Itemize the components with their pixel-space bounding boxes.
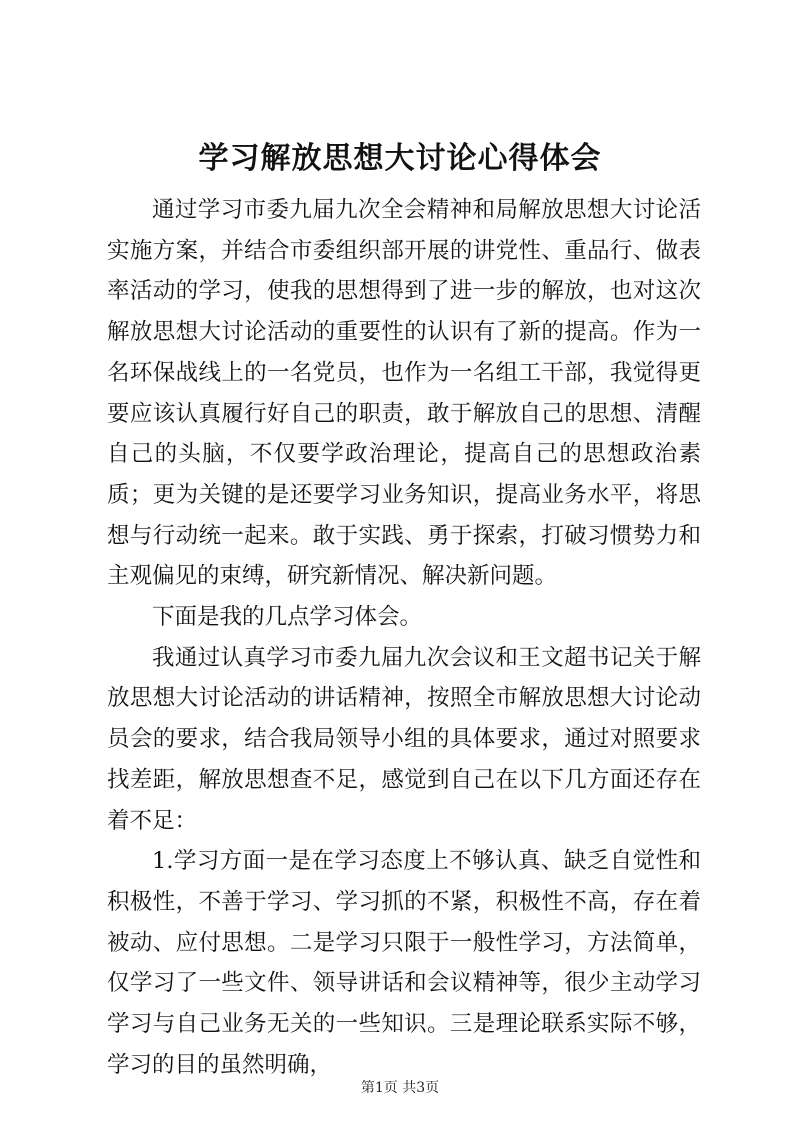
- document-body: [107, 190, 701, 1085]
- paragraph-transition: 下面是我的几点学习体会。: [152, 604, 423, 631]
- document-title: 学习解放思想大讨论心得体会: [198, 141, 602, 176]
- paragraph-intro: 通过学习市委九届九次全会精神和局解放思想大讨论活实施方案，并结合市委组织部开展的讲党性、重品行、做表率活动的学习，使我的思想得到了进一步的解放，也对这次解放思想大讨论活动的重要性的认识有了新的提高。作为一名环保战线上的一名党员，也作为一名组工干部，我觉得更要应该认真履行好自己的职责，敢于解放自己的思想、清醒自己的头脑，不仅要学政治理论，提高自己的思想政治素质；更为关键的是还要学习业务知识，提高业务水平，将思想与行动统一起来。敢于实践、勇于探索，打破习惯势力和主观偏见的束缚，研究新情况、解决新问题。: [107, 197, 701, 590]
- page-footer: 第1页 共3页: [360, 1080, 440, 1096]
- paragraph-study-summary: 我通过认真学习市委九届九次会议和王文超书记关于解放思想大讨论活动的讲话精神，按照全市解放思想大讨论动员会的要求，结合我局领导小组的具体要求，通过对照要求找差距，解放思想查不足，感觉到自己在以下几方面还存在着不足：: [107, 644, 701, 834]
- paragraph-point-1: 1.学习方面一是在学习态度上不够认真、缺乏自觉性和积极性，不善于学习、学习抓的不紧，积极性不高，存在着被动、应付思想。二是学习只限于一般性学习，方法简单，仅学习了一些文件、领导讲话和会议精神等，很少主动学习学习与自己业务无关的一些知识。三是理论联系实际不够，学习的目的虽然明确，: [107, 848, 701, 1078]
